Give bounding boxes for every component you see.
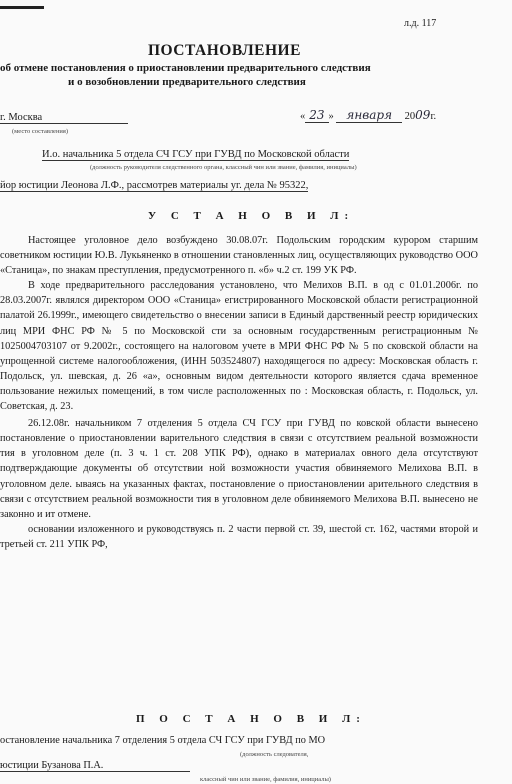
punch-mark [0, 6, 44, 9]
paragraph: Настоящее уголовное дело возбуждено 30.08.07г. Подольским городским курором старшим советником юстиции Ю.В. Лукьяненко в отношении становленных лиц, осуществляющих руководство ООО «Станица», по знакам преступления, предусмотренного п. «б» ч.2 ст. 199 УК РФ. [0, 235, 478, 277]
document-title: ПОСТАНОВЛЕНИЕ [148, 42, 301, 59]
section-resolved: П О С Т А Н О В И Л: [136, 713, 366, 725]
author-position: И.о. начальника 5 отдела СЧ ГСУ при ГУВД по Московской области [42, 149, 350, 160]
case-sheet-number: л.д. 117 [404, 18, 437, 29]
city-caption: (место составления) [12, 128, 69, 135]
paragraph: 26.12.08г. начальником 7 отделения 5 отдела СЧ ГСУ при ГУВД по ковской области вынесено постановление о приостановлении варительного следствия в связи с отсутствием реальной возможности тия в уголовном деле (п. 3 ч. 1 ст. 208 УПК РФ), однако в материалах овного дела отсутствуют подтверждающие документы об отсутствии ной возможности участия обвиняемого Мелихова В.П. в уголовном деле. ываясь на указанных фактах, постановление о приостановлении арительного следствия в связи с отсутствием реальной возможности тия в уголовном деле обвиняемого Мелихова В.П. вынесено не законно и ит отмене. [0, 418, 478, 520]
date-year-prefix: 20 [404, 111, 416, 122]
body-text [0, 233, 478, 552]
paragraph: основании изложенного и руководствуясь п. 2 части первой ст. 39, шестой ст. 162, частями второй и третьей ст. 211 УПК РФ, [0, 523, 478, 550]
resolution-caption-2: классный чин или звание, фамилия, инициалы) [200, 776, 331, 783]
resolution-caption-1: (должность следователя, [240, 751, 309, 758]
date-year-suffix: г. [430, 111, 437, 122]
document-subtitle-2: и о возобновлении предварительного следствия [68, 76, 306, 88]
author-caption: (должность руководителя следственного органа, классный чин или звание, фамилия, инициалы) [90, 164, 357, 171]
resolution-line-1: остановление начальника 7 отделения 5 отдела СЧ ГСУ при ГУВД по МО [0, 735, 326, 746]
resolution-line-2: юстиции Бузанова П.А. [0, 760, 190, 772]
document-subtitle-1: об отмене постановления о приостановлении предварительного следствия [0, 62, 371, 74]
date-month: января [336, 108, 402, 123]
author-rank-name: йор юстиции Леонова Л.Ф., рассмотрев материалы уг. дела № 95322, [0, 180, 309, 191]
section-established: У С Т А Н О В И Л: [148, 210, 355, 222]
date-year: 09 [415, 108, 431, 122]
city: г. Москва [0, 112, 128, 124]
date: « 23 » января 2009г. [300, 108, 437, 122]
paragraph: В ходе предварительного расследования установлено, что Мелихов В.П. в од с 01.01.2006г. по 28.03.2007г. являлся директором ООО «Станица» егистрированного Московской области регистрационной палатой 26.1999г., имеющего свидетельство о внесении записи в Единый дарственный реестр юридических лиц МРИ ФНС РФ № 5 по Московской сти за основным государственным регистрационным № 1025004703107 от 9.2002г., состоящего на налоговом учете в МРИ ФНС РФ № 5 по сковской области на упрощенной системе налогообложения, (ИНН 503524807) находящегося по адресу: Московская область г. Подольск, ул. шевская, д. 26 «а», основным видом деятельности которого является сдача временное пользование нежилых помещений, в том числе расположенных по : Московская область, г. Подольск, ул. Советская, д. 23. [0, 280, 478, 413]
date-day: 23 [305, 108, 328, 123]
